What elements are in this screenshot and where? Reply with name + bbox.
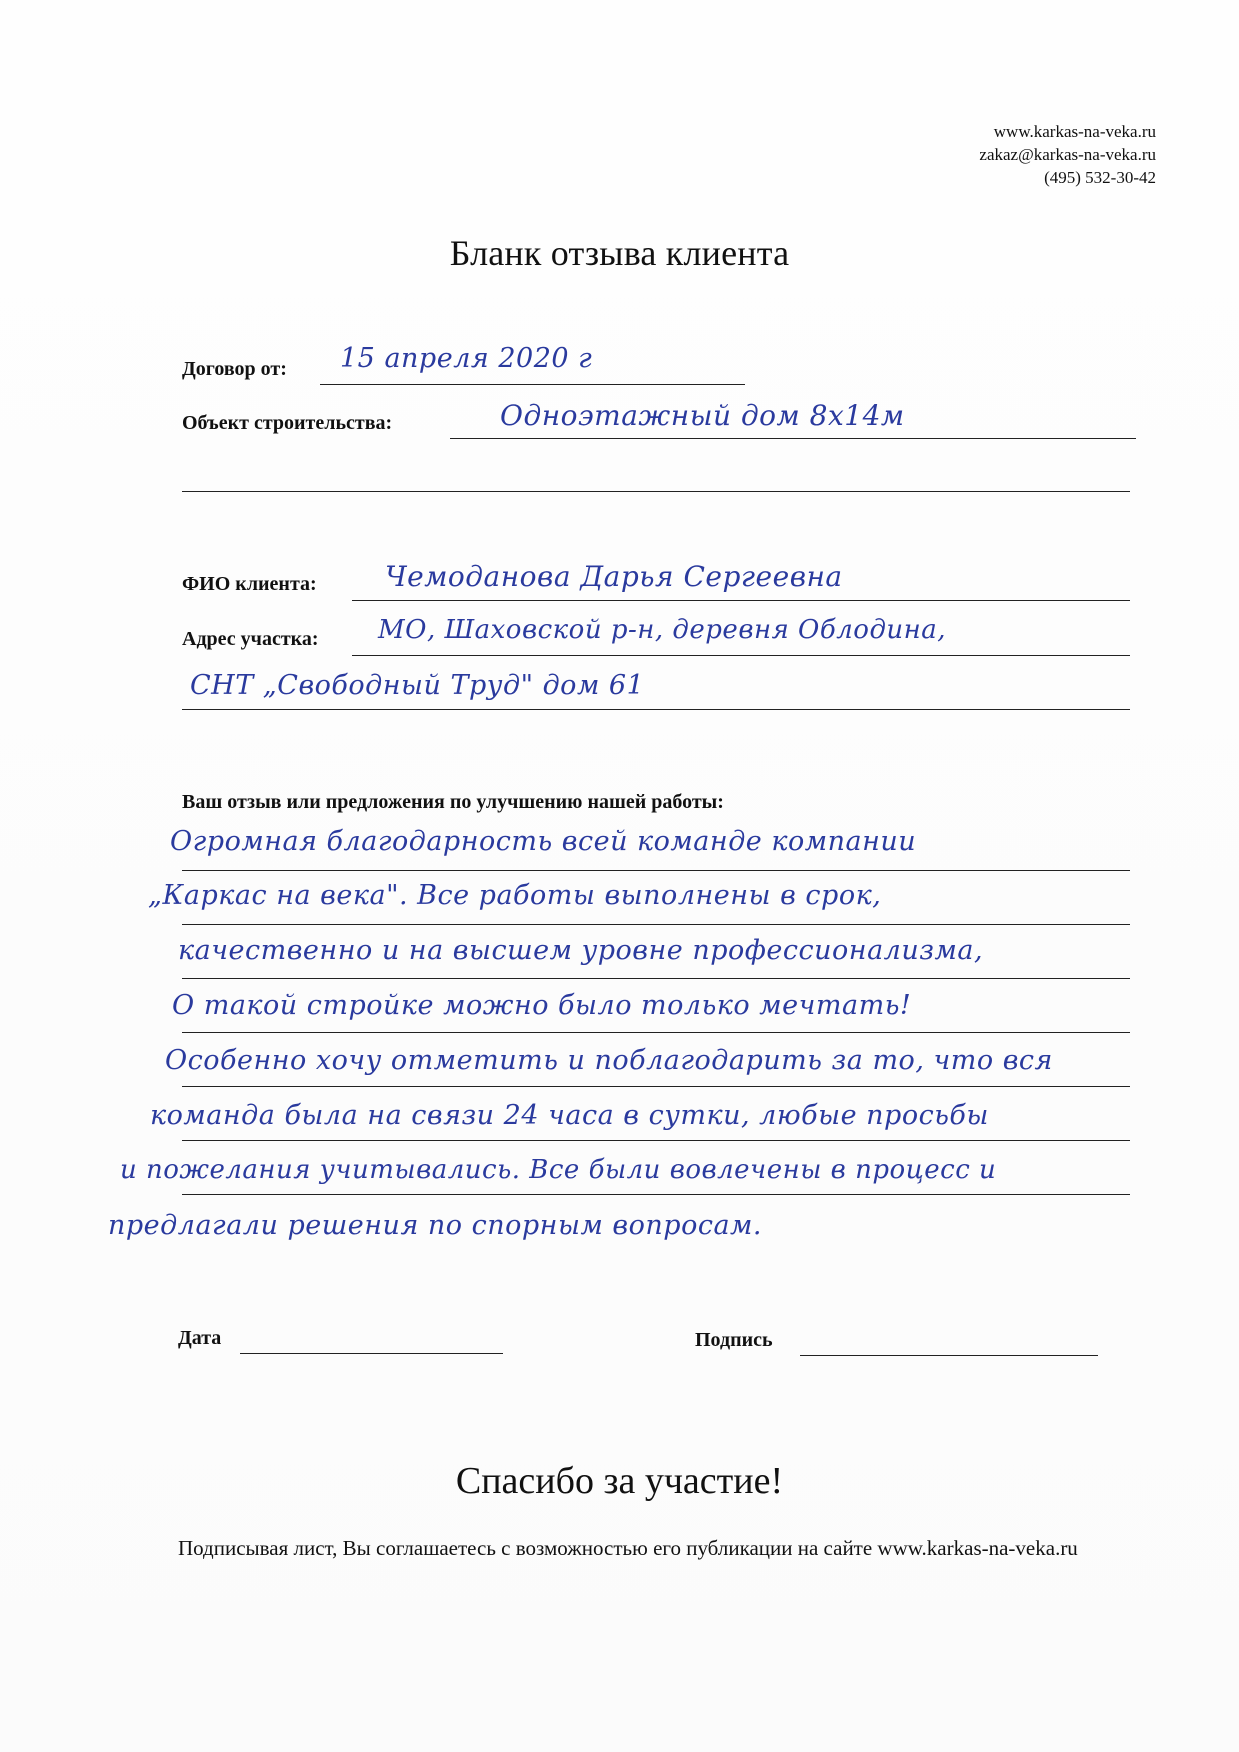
feedback-underline (182, 1032, 1130, 1033)
address-underline-1 (352, 655, 1130, 656)
client-underline (352, 600, 1130, 601)
object-extra-underline (182, 491, 1130, 492)
feedback-underline (182, 1140, 1130, 1141)
feedback-text-line: О такой стройке можно было только мечтать! (172, 990, 912, 1021)
date-label: Дата (178, 1327, 222, 1349)
feedback-text-line: „Каркас на века". Все работы выполнены в срок, (148, 880, 882, 911)
feedback-underline (182, 1086, 1130, 1087)
phone-text: (495) 532-30-42 (1044, 168, 1156, 187)
feedback-text-line: качественно и на высшем уровне профессионализма, (178, 935, 984, 966)
contract-value: 15 апреля 2020 г (340, 343, 593, 374)
feedback-text-line: Огромная благодарность всей команде компании (170, 826, 917, 857)
feedback-text-line: и пожелания учитывались. Все были вовлечены в процесс и (120, 1155, 997, 1185)
signature-underline (800, 1355, 1098, 1356)
feedback-text-line: Особенно хочу отметить и поблагодарить за то, что вся (165, 1045, 1053, 1076)
feedback-underline (182, 978, 1130, 979)
object-underline (450, 438, 1136, 439)
signature-label: Подпись (695, 1329, 773, 1351)
contract-underline (320, 384, 745, 385)
object-value: Одноэтажный дом 8х14м (500, 399, 905, 432)
feedback-underline (182, 924, 1130, 925)
object-label: Объект строительства: (182, 412, 393, 434)
feedback-underline (182, 870, 1130, 871)
address-underline-2 (182, 709, 1130, 710)
form-title: Бланк отзыва клиента (449, 233, 790, 273)
date-underline (240, 1353, 503, 1354)
contract-label: Договор от: (182, 358, 287, 380)
client-value: Чемоданова Дарья Сергеевна (385, 560, 843, 593)
website-text: www.karkas-na-veka.ru (993, 122, 1156, 141)
company-contacts (979, 120, 1156, 189)
publication-consent-text: Подписывая лист, Вы соглашаетесь с возможностью его публикации на сайте www.karkas-na-veka.ru (178, 1536, 1078, 1560)
feedback-text-line: предлагали решения по спорным вопросам. (108, 1210, 763, 1241)
client-label: ФИО клиента: (182, 573, 317, 595)
address-label: Адрес участка: (182, 628, 319, 650)
email-text: zakaz@karkas-na-veka.ru (979, 145, 1156, 164)
thanks-heading: Спасибо за участие! (455, 1460, 784, 1502)
feedback-text-line: команда была на связи 24 часа в сутки, любые просьбы (150, 1100, 989, 1131)
address-value-line2: СНТ „Свободный Труд" дом 61 (190, 670, 645, 701)
feedback-underline (182, 1194, 1130, 1195)
address-value-line1: МО, Шаховской р-н, деревня Облодина, (378, 615, 947, 645)
feedback-label: Ваш отзыв или предложения по улучшению нашей работы: (182, 791, 724, 813)
